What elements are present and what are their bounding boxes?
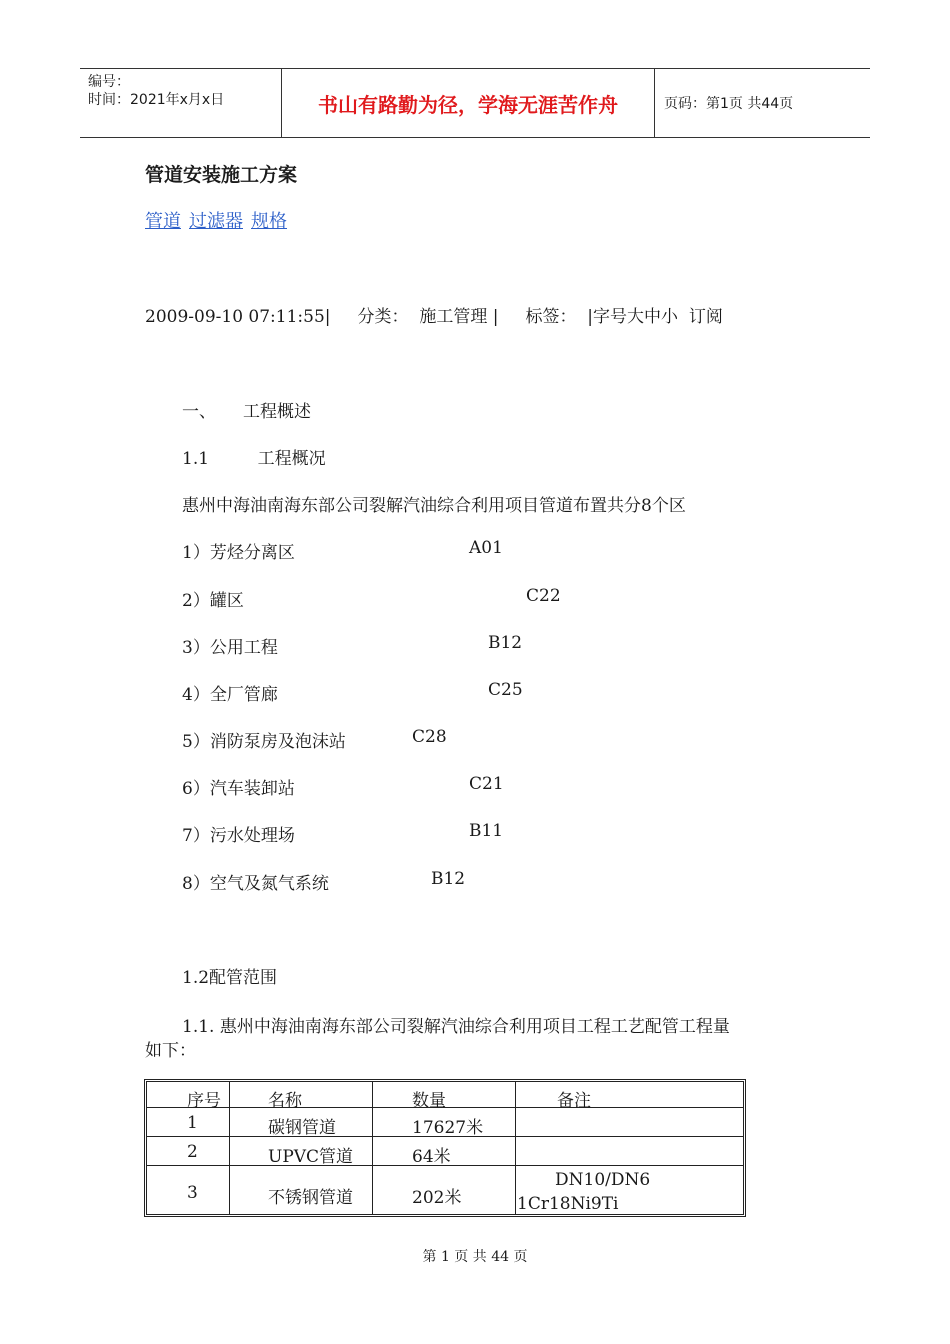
tag-links: [145, 207, 295, 233]
table-divider: [229, 1082, 230, 1214]
table-cell: 2: [187, 1142, 198, 1162]
header-page-label: 页码：第1页 共44页: [664, 96, 794, 112]
table-divider: [372, 1082, 373, 1214]
table-header: 序号: [187, 1091, 221, 1111]
subsection-heading: 1.1 工程概况: [182, 449, 326, 469]
header-info-cell: [80, 69, 280, 137]
intro-text: 惠州中海油南海东部公司裂解汽油综合利用项目管道布置共分8个区: [182, 496, 686, 516]
area-code: A01: [469, 538, 503, 558]
area-name: 4）全厂管廊: [182, 685, 278, 705]
paragraph-line: 1.1. 惠州中海油南海东部公司裂解汽油综合利用项目工程工艺配管工程量: [182, 1017, 730, 1037]
area-code: C21: [469, 774, 504, 794]
tag-link[interactable]: 过滤器: [189, 211, 243, 232]
tag-link[interactable]: 管道: [145, 211, 181, 232]
table-cell: 17627米: [412, 1118, 484, 1138]
section-heading: 一、 工程概述: [182, 402, 312, 422]
table-cell: 1: [187, 1113, 198, 1133]
table-cell: 64米: [412, 1147, 451, 1167]
table-cell: 3: [187, 1183, 198, 1203]
table-header: 名称: [268, 1091, 302, 1111]
tag-link[interactable]: 规格: [251, 211, 287, 232]
area-name: 8）空气及氮气系统: [182, 874, 329, 894]
area-code: B11: [469, 821, 504, 841]
area-name: 3）公用工程: [182, 638, 278, 658]
area-code: B12: [488, 633, 523, 653]
subsection-heading: 1.2配管范围: [182, 968, 278, 988]
number-label: 编号：: [88, 74, 130, 90]
table-cell: UPVC管道: [268, 1147, 354, 1167]
area-name: 5）消防泵房及泡沫站: [182, 732, 346, 752]
area-name: 1）芳烃分离区: [182, 543, 295, 563]
area-code: C22: [526, 586, 561, 606]
header-divider: [654, 69, 655, 137]
table-divider: [515, 1082, 516, 1214]
page-header: [80, 68, 870, 138]
area-code: B12: [431, 869, 466, 889]
table-cell: 不锈钢管道: [268, 1188, 353, 1208]
paragraph-line: 如下：: [145, 1041, 196, 1061]
table-cell: 1Cr18Ni9Ti: [517, 1194, 619, 1214]
area-code: C28: [412, 727, 447, 747]
meta-line: 2009-09-10 07:11:55| 分类： 施工管理 | 标签： |字号大中小 订阅: [145, 307, 723, 327]
time-label: 时间：2021年x月x日: [88, 92, 225, 108]
area-name: 7）污水处理场: [182, 826, 295, 846]
table-cell: 碳钢管道: [268, 1118, 336, 1138]
page-footer: 第 1 页 共 44 页: [422, 1249, 528, 1265]
table-cell: 202米: [412, 1188, 462, 1208]
table-cell: DN10/DN6: [555, 1170, 651, 1190]
doc-title: 管道安装施工方案: [145, 164, 298, 186]
table-header: 备注: [557, 1091, 591, 1111]
area-name: 6）汽车装卸站: [182, 779, 295, 799]
table-header: 数量: [412, 1091, 446, 1111]
area-code: C25: [488, 680, 523, 700]
area-name: 2）罐区: [182, 591, 244, 611]
quantity-table: [144, 1079, 746, 1217]
header-motto: 书山有路勤为径，学海无涯苦作舟: [318, 92, 618, 117]
